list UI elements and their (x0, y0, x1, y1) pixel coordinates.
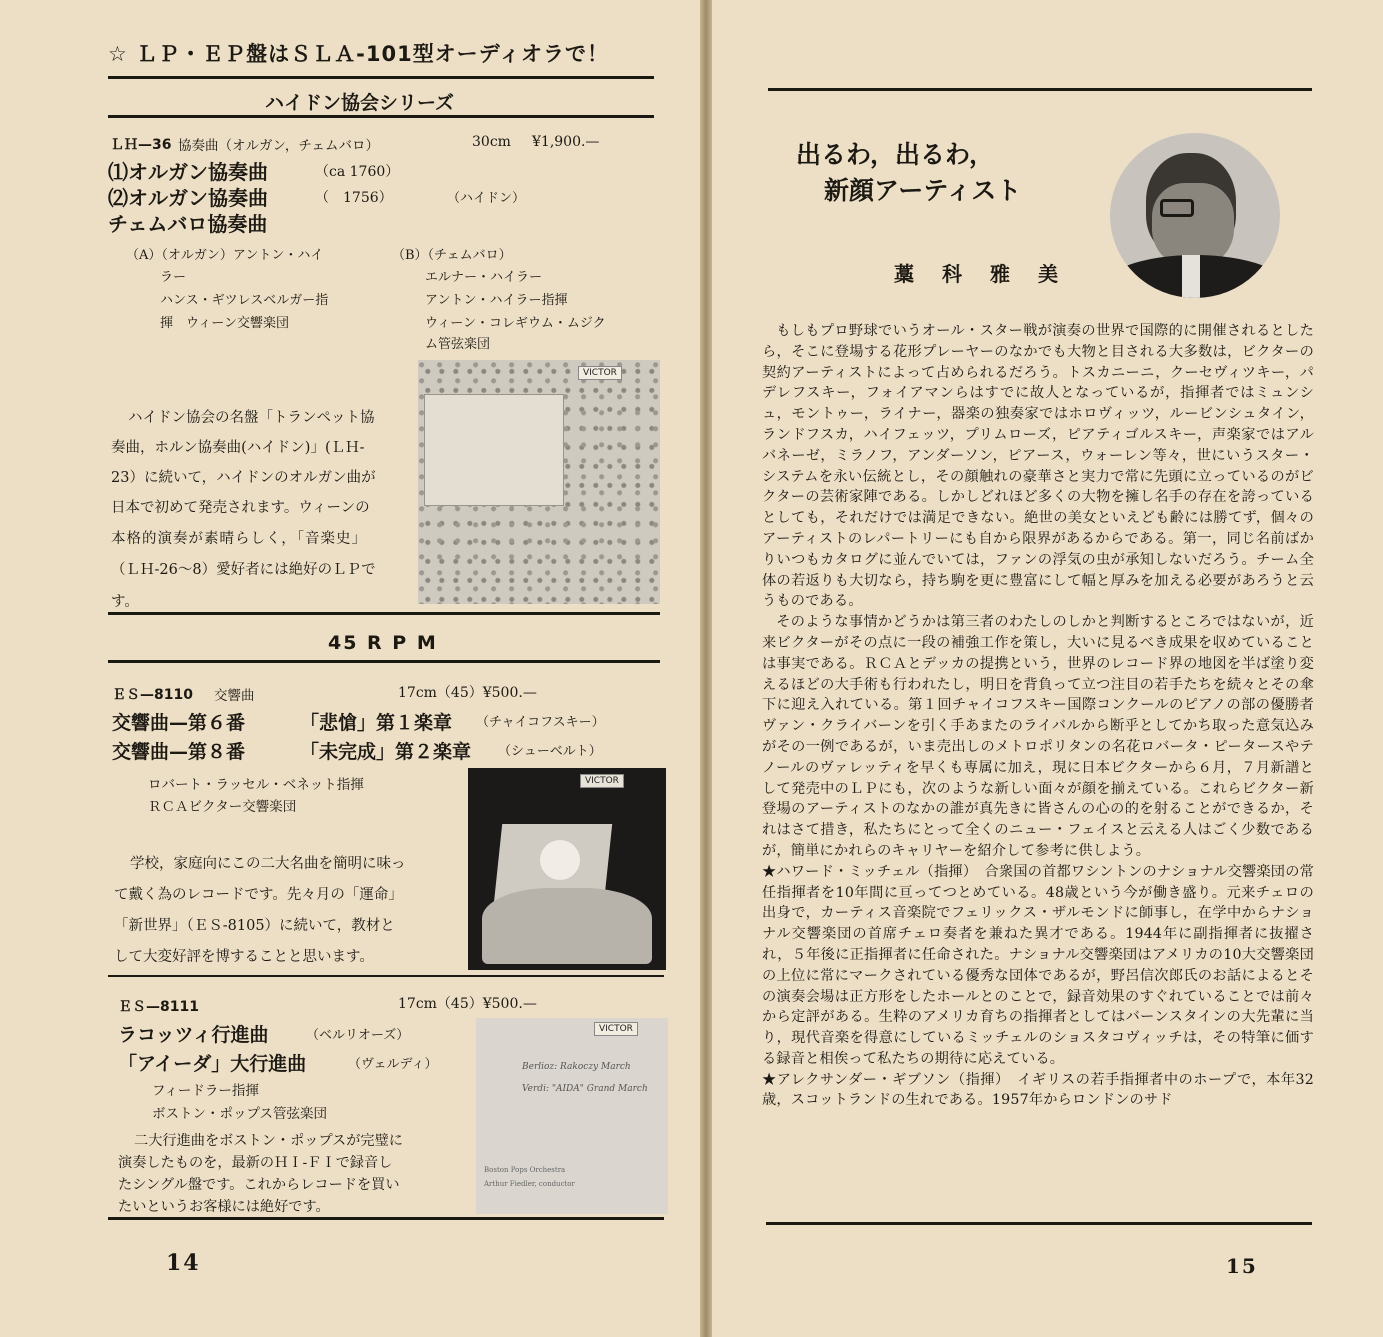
credit-line: ＲＣＡビクター交響楽団 (148, 799, 297, 815)
credit-line: ボストン・ポップス管弦楽団 (152, 1106, 327, 1122)
credit-line: （B）（チェムバロ） (392, 248, 512, 263)
article-paragraph: ★アレクサンダー・ギブソン（指揮） イギリスの若手指揮者中のホープで，本年32歳，スコットランドの生れである。1957年からロンドンのサド (762, 1071, 1314, 1109)
article-paragraph: ★ハワード・ミッチェル（指揮） 合衆国の首都ワシントンのナショナル交響楽団の常任指揮者を10年間に亘ってつとめている。48歳という今が働き盛り。元来チェロの出身で，カーティス音楽院でフェリックス・ザルモンドに師事し，在学中からナショナル交響楽団の首席チェロ奏者を兼ねた異才である。1944年に副指揮者に抜擢され，５年後に正指揮者に任命された。ナショナル交響楽団はアメリカの10大交響楽団の上位に常にマークされている優秀な団体であるが，野呂信次郎氏のお話によるとその演奏会場は正方形をしたホールとのことで，録音効果のすぐれていることでは前々から定評がある。生粋のアメリカ育ちの指揮者としてはバーンスタインの大先輩に当り，現代音楽を得意にしているミッチェルのショスタコヴィッチは，その特筆に価する録音と相俟って私たちの期待に応えている。 (762, 863, 1314, 1067)
article-paragraph: そのような事情かどうかは第三者のわたしのしかと判断するところではないが，近来ビクターがその点に一段の補強工作を策し，大いに見るべき成果を収めていることは事実である。ＲＣＡとデッカの提携という，世界のレコード界の地図を半ば塗り変えるほどの大手術も行われたし，明日を背負って立つ注目の若手たちを続々とその傘下に迎え入れている。第１回チャイコフスキー国際コンクールのピアノの部の優勝者ヴァン・クライバーンを引く手あまたのライバルから断乎としてかち取った意気込みがその一例であるが，いま売出しのメトロポリタンの名花ロバータ・ピータースやテノールのヴァレッティを早くも専属に加え，現に日本ビクターから６月，７月新譜として発売中のＬＰにも，次のような新しい面々が顔を揃えている。これらビクター新登場のアーティストのなかの誰が真先きに皆さんの心の的を射ることができるか，それはさて措き，私たちにとって全くのニュー・フェイスと云える人はごく少数であるが，簡単にかれらのキャリヤーを紹介して参考に供しよう。 (762, 614, 1314, 859)
photo-glasses (1160, 199, 1194, 217)
rule (108, 115, 654, 118)
cover-panel (424, 394, 564, 506)
catalog-code: ＥＳ—8111 (118, 999, 199, 1015)
sleeve-text: Verdi: "AIDA" Grand March (522, 1084, 648, 1094)
page-15 (712, 0, 1383, 1337)
record-size: 30cm (472, 134, 511, 150)
rule (766, 1222, 1312, 1225)
record-spec: 17cm（45）¥500.— (398, 685, 537, 701)
victor-label: VICTOR (578, 366, 622, 380)
cover-cloth (482, 888, 652, 964)
article-title-line2: 新顔アーティスト (824, 176, 1022, 205)
rule (108, 660, 660, 663)
description-line: して大変好評を博することと思います。 (114, 949, 374, 965)
catalog-desc: 協奏曲（オルガン，チェムバロ） (178, 138, 380, 154)
work-note: （ca 1760） (315, 164, 400, 180)
rule (768, 88, 1312, 91)
work-note: （ 1756） (315, 190, 393, 206)
description-line: す。 (111, 594, 139, 610)
catalog-desc: 交響曲 (214, 688, 255, 704)
article-paragraph: もしもプロ野球でいうオール・スター戦が演奏の世界で国際的に開催されるとしたら，そこに登場する花形プレーヤーのなかでも大物と目される大多数は，ビクターの契約アーティストによって占められるだろう。トスカニーニ，クーセヴィツキー，パデレフスキー，フォイアマンらはすでに故人となっているが，指揮者ではミュンシュ，モントゥー，ライナー，器楽の独奏家ではホロヴィッツ，ルービンシュタイン，ランドフスカ，ハイフェッツ，プリムローズ，ピアティゴルスキー，声楽家ではアルバネーゼ，ミラノフ，アンダーソン，ピアース，ウォーレン等々，世にいうスター・システムを永い伝統とし，その顔触れの豪華さと実力で常に先頭に立っているのがビクターの芸術家陣である。しかしどれほど多くの大物を擁し名手の存在を誇っているとしても，それだけでは満足できない。絶世の美女といえども齢には勝てず，個々のアーティストのレパートリーにも自から限界があるからである。第一，同じ名前ばかりいつもカタログに並んでいては，ファンの浮気の虫が承知しないだろう。チーム全体の若返りも大切なら，持ち駒を更に豊富にして幅と厚みを加える必要があろうと云うものである。 (762, 323, 1314, 610)
description-line: 日本で初めて発売されます。ウィーンの (111, 500, 370, 516)
sleeve-text: Berlioz: Rakoczy March (522, 1062, 631, 1072)
page-number: 15 (1226, 1254, 1258, 1278)
rule (108, 76, 654, 79)
album-cover-lh36 (418, 360, 660, 604)
page-number: 14 (166, 1250, 201, 1276)
work-title: ⑵オルガン協奏曲 (108, 186, 268, 210)
rpm-section-title: 45 R P M (328, 632, 438, 654)
author-photo (1110, 133, 1280, 298)
book-gutter (700, 0, 712, 1337)
credit-line: ロバート・ラッセル・ベネット指揮 (148, 777, 364, 793)
description-line: ハイドン協会の名盤「トランペット協 (128, 410, 375, 426)
description-line: 演奏したものを，最新のＨＩ-ＦＩで録音し (118, 1155, 393, 1171)
record-spec: 17cm（45）¥500.— (398, 996, 537, 1012)
banner: ☆ ＬＰ・ＥＰ盤はＳＬＡ-101型オーディオラで！ (108, 42, 610, 66)
description-line: 奏曲，ホルン協奏曲(ハイドン)」(ＬＨ- (111, 440, 365, 456)
article-title-line1: 出るわ，出るわ， (796, 140, 995, 169)
credit-line: フィードラー指揮 (152, 1083, 259, 1099)
series-title: ハイドン協会シリーズ (265, 92, 455, 114)
description-line: たシングル盤です。これからレコードを買い (118, 1177, 400, 1193)
work-title: チェムバロ協奏曲 (108, 212, 268, 236)
author-name: 藁 科 雅 美 (894, 262, 1062, 286)
victor-label: VICTOR (580, 774, 624, 788)
composer: （ハイドン） (447, 191, 526, 206)
photo-shirt (1182, 255, 1200, 298)
description-line: て戴く為のレコードです。先々月の「運命」 (114, 887, 403, 903)
cover-light (540, 840, 580, 880)
rule (108, 975, 664, 977)
work-title: 「アイーダ」大行進曲 (118, 1053, 307, 1075)
work-title: ⑴オルガン協奏曲 (108, 160, 268, 184)
composer: （ヴェルディ） (348, 1057, 438, 1072)
description-line: 本格的演奏が素晴らしく，「音楽史」 (111, 531, 367, 547)
description-line: 学校，家庭向にこの二大名曲を簡明に味っ (130, 856, 406, 872)
description-line: 「新世界」（ＥＳ-8105）に続いて，教材と (114, 918, 395, 934)
composer: （シューベルト） (498, 744, 602, 759)
sleeve-text: Arthur Fiedler, conductor (484, 1180, 575, 1188)
album-cover-es8111 (476, 1018, 668, 1214)
work-title: 交響曲—第６番 (112, 712, 246, 734)
description-line: 二大行進曲をボストン・ポップスが完璧に (134, 1133, 403, 1149)
credit-line: エルナー・ハイラー (425, 270, 543, 285)
description-line: たいというお客様には絶好です。 (118, 1199, 330, 1215)
credit-line: 揮 ウィーン交響楽団 (160, 316, 289, 331)
work-title: 「未完成」第２楽章 (300, 741, 472, 763)
catalog-code: ＬＨ—36 (110, 137, 172, 153)
album-cover-es8110 (468, 768, 666, 970)
description-line: 23）に続いて，ハイドンのオルガン曲が (111, 470, 376, 486)
credit-line: ウィーン・コレギウム・ムジク (425, 316, 606, 331)
composer: （チャイコフスキー） (476, 715, 605, 730)
sleeve-text: Boston Pops Orchestra (484, 1166, 566, 1174)
credit-line: ム管弦楽団 (425, 337, 491, 352)
record-price: ¥1,900.— (532, 134, 600, 150)
credit-line: ハンス・ギツレスベルガー指 (160, 293, 329, 308)
credit-line: ラー (160, 270, 187, 285)
description-line: （ＬＨ-26〜8）愛好者には絶好のＬＰで (111, 562, 376, 578)
article-body (762, 321, 1314, 1111)
work-title: 交響曲—第８番 (112, 741, 246, 763)
rule (108, 612, 660, 615)
rule (108, 1217, 664, 1220)
work-title: ラコッツィ行進曲 (118, 1024, 269, 1046)
catalog-code: ＥＳ—8110 (112, 687, 193, 703)
victor-label: VICTOR (594, 1022, 638, 1036)
credit-line: アントン・ハイラー指揮 (425, 293, 568, 308)
credit-line: （A）（オルガン）アントン・ハイ (126, 248, 324, 263)
work-title: 「悲愴」第１楽章 (300, 712, 453, 734)
composer: （ベルリオーズ） (306, 1028, 410, 1043)
